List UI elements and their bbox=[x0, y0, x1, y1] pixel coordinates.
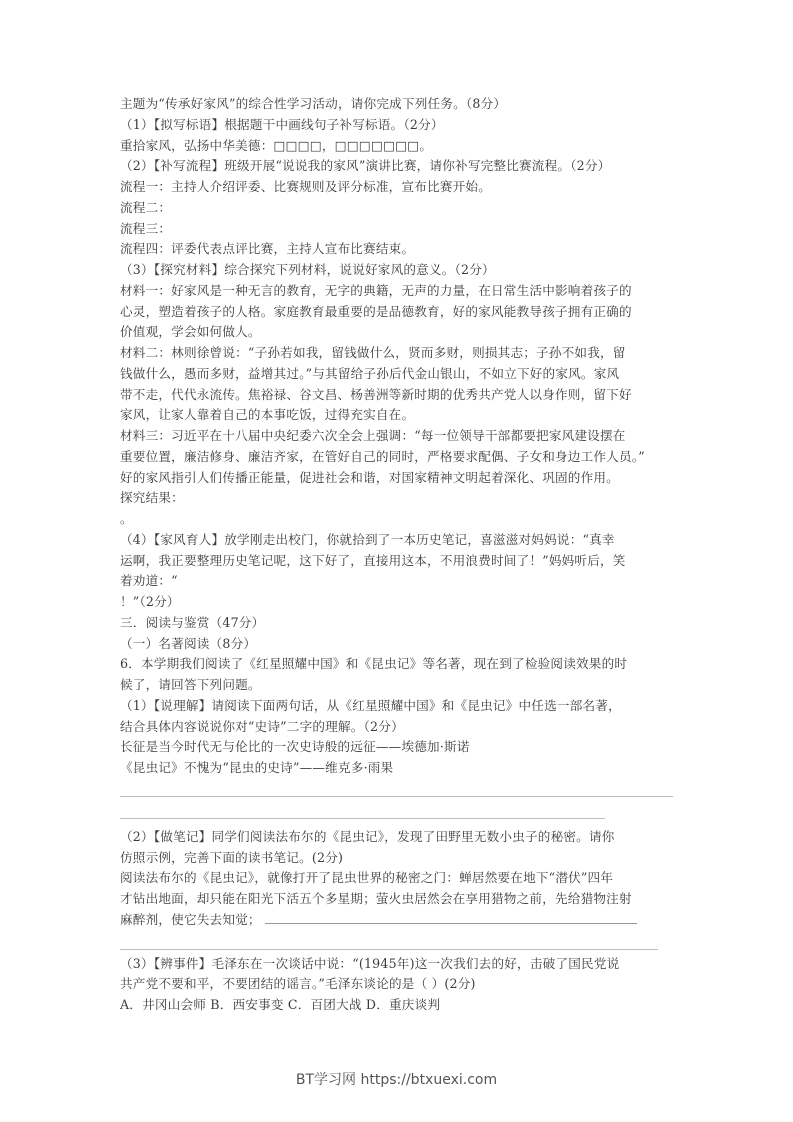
text-line: （2）【做笔记】同学们阅读法布尔的《昆虫记》，发现了田野里无数小虫子的秘密。请你 bbox=[120, 828, 615, 844]
text-line: 候了，请回答下列问题。 bbox=[120, 677, 261, 692]
text-line: ！”（2分） bbox=[120, 594, 180, 609]
text-line: 6．本学期我们阅读了《红星照耀中国》和《昆虫记》等名著，现在到了检验阅读效果的时 bbox=[120, 656, 628, 672]
text-line: （3）【探究材料】综合探究下列材料，说说好家风的意义。（2分） bbox=[120, 262, 495, 277]
text-line: 才钻出地面，却只能在阳光下活五个多星期；萤火虫居然会在享用猎物之前，先给猎物注射 bbox=[120, 891, 632, 906]
text-line: 三．阅读与鉴赏（47分） bbox=[120, 614, 265, 630]
text-line: 流程四：评委代表点评比赛，主持人宣布比赛结束。 bbox=[120, 241, 415, 257]
question-3-block bbox=[120, 954, 680, 1016]
text-line: 着劝道：“ bbox=[120, 573, 178, 589]
text-line: 好的家风指引人们传播正能量，促进社会和谐，对国家精神文明起着深化、巩固的作用。 bbox=[120, 469, 619, 485]
text-line: 流程一：主持人介绍评委、比赛规则及评分标准，宣布比赛开始。 bbox=[120, 179, 492, 194]
text-line: （3）【辨事件】毛泽东在一次谈话中说：“(1945年)这一次我们去的好，击破了国民党说 bbox=[120, 955, 620, 971]
text-line: （1）【拟写标语】根据题干中画线句子补写标语。（2分） bbox=[120, 116, 444, 132]
text-line: 重要位置，廉洁修身、廉洁齐家，在管好自己的同时，严格要求配偶、子女和身边工作人员。” bbox=[120, 448, 645, 464]
text-line: 钱做什么，愚而多财，益增其过。”与其留给子孙后代金山银山，不如立下好的家风。家风 bbox=[120, 365, 620, 381]
text-line: 仿照示例，完善下面的读书笔记。(2分) bbox=[120, 849, 344, 865]
text-line: 《昆虫记》不愧为“昆虫的史诗”——维克多·雨果 bbox=[120, 760, 394, 775]
exam-page bbox=[120, 94, 680, 1016]
text-line: 材料一：好家风是一种无言的教育，无字的典籍，无声的力量，在日常生活中影响着孩子的 bbox=[120, 282, 632, 298]
text-line: 心灵，塑造着孩子的人格。家庭教育最重要的是品德教育，好的家风能教导孩子拥有正确的 bbox=[120, 303, 632, 319]
text-line: 重拾家风，弘扬中华美德：□□□□，□□□□□□□。 bbox=[120, 137, 433, 153]
text-line: 流程三： bbox=[120, 220, 172, 236]
text-line: 流程二： bbox=[120, 199, 172, 215]
text-line: 共产党不要和平，不要团结的谣言。”毛泽东谈论的是（ ）(2分) bbox=[120, 976, 476, 992]
text-line: 。 bbox=[120, 511, 133, 526]
watermark-footer: BT学习网 https://btxuexi.com bbox=[295, 1072, 498, 1088]
text-line: （2）【补写流程】班级开展“说说我的家风”演讲比赛，请你补写完整比赛流程。（2分） bbox=[120, 158, 611, 174]
text-line: 长征是当今时代无与伦比的一次史诗般的远征——埃德加·斯诺 bbox=[120, 739, 470, 755]
text-line: （4）【家风育人】放学刚走出校门，你就拾到了一本历史笔记，喜滋滋对妈妈说：“真幸 bbox=[120, 531, 615, 547]
question-2-block bbox=[120, 827, 680, 931]
text-line: 带不走，代代永流传。焦裕禄、谷文昌、杨善洲等新时期的优秀共产党人以身作则，留下好 bbox=[120, 386, 632, 402]
text-line: 麻醉剂，使它失去知觉； bbox=[120, 910, 680, 931]
text-line: （一）名著阅读（8分） bbox=[120, 635, 257, 651]
text-line: 阅读法布尔的《昆虫记》，就像打开了昆虫世界的秘密之门：蝉居然要在地下“潜伏”四年 bbox=[120, 870, 614, 886]
text-line: 探究结果： bbox=[120, 490, 184, 506]
text-line: 运啊，我正要整理历史笔记呢，这下好了，直接用这本，不用浪费时间了！”妈妈听后，笑 bbox=[120, 552, 626, 568]
text-line: A．井冈山会师 B．西安事变 C．百团大战 D．重庆谈判 bbox=[120, 997, 441, 1012]
text-line: 材料三：习近平在十八届中央纪委六次全会上强调：“每一位领导干部都要把家风建设摆在 bbox=[120, 428, 626, 443]
text-line: （1）【说理解】请阅读下面两句话，从《红星照耀中国》和《昆虫记》中任选一部名著， bbox=[120, 697, 621, 713]
text-line: 家风，让家人靠着自己的本事吃饭，过得充实自在。 bbox=[120, 407, 415, 423]
text-line: 材料二：林则徐曾说：“子孙若如我，留钱做什么，贤而多财，则损其志；子孙不如我，留 bbox=[120, 345, 626, 360]
exam-text-block bbox=[120, 94, 680, 779]
text-line: 主题为“传承好家风”的综合性学习活动，请你完成下列任务。（8分） bbox=[120, 96, 507, 111]
text-line: 价值观，学会如何做人。 bbox=[120, 324, 261, 340]
text-line: 结合具体内容说说你对“史诗”二字的理解。（2分） bbox=[120, 718, 404, 734]
fill-in-blank[interactable] bbox=[265, 911, 637, 924]
